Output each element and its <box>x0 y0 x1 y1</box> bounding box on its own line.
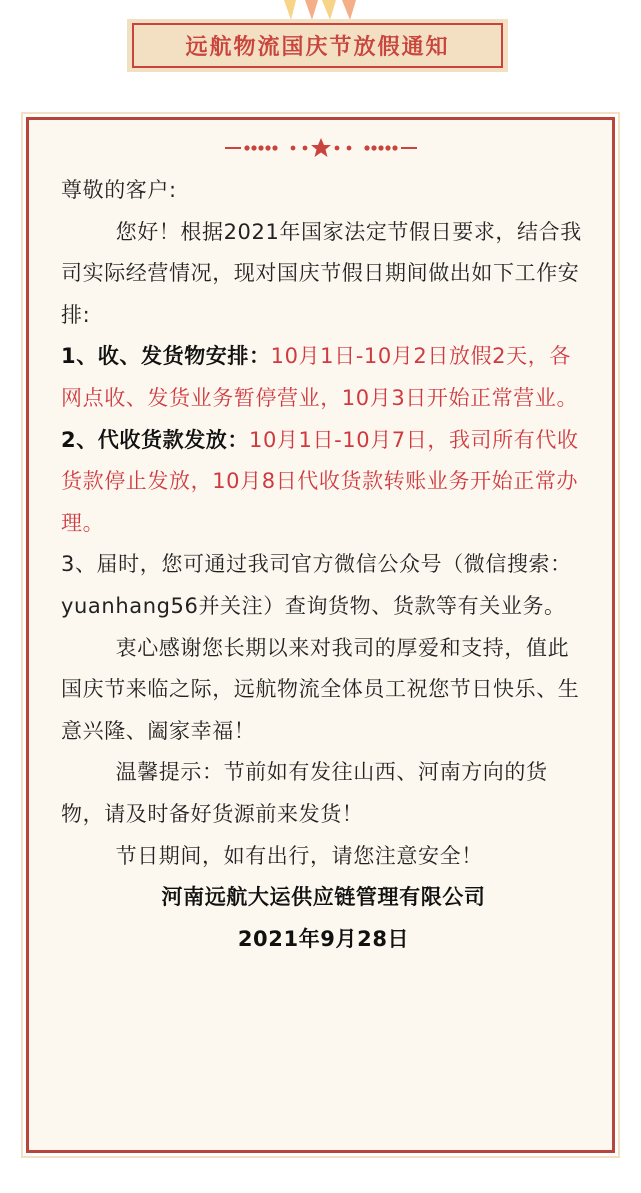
ornament-divider <box>29 133 612 163</box>
item-1 <box>61 336 586 419</box>
item-2-heading: 2、代收货款发放： <box>61 427 250 452</box>
notice-card <box>26 117 615 1153</box>
item-1-heading: 1、收、发货物安排： <box>61 344 271 369</box>
thanks-paragraph: 衷心感谢您长期以来对我司的厚爱和支持，值此国庆节来临之际，远航物流全体员工祝您节日快乐、生意兴隆、阖家幸福！ <box>61 635 580 743</box>
top-decoration <box>0 0 641 20</box>
greeting: 尊敬的客户: <box>61 178 177 202</box>
item-2 <box>61 420 586 545</box>
safety-paragraph: 节日期间，如有出行，请您注意安全！ <box>115 843 483 868</box>
notice-date: 2021年9月28日 <box>237 926 410 951</box>
company-name: 河南远航大运供应链管理有限公司 <box>161 885 486 910</box>
title-banner <box>127 19 508 72</box>
notice-body <box>61 170 586 960</box>
item-1-text: 10月1日-10月2日放假2天，各网点收、发货业务暂停营业，10月3日开始正常营业。 <box>61 344 579 410</box>
reminder-paragraph: 温馨提示：节前如有发往山西、河南方向的货物，请及时备好货源前来发货！ <box>61 760 548 826</box>
page-title: 远航物流国庆节放假通知 <box>132 23 503 68</box>
item-3: 3、届时，您可通过我司官方微信公众号（微信搜索：yuanhang56并关注）查询货物、货款等有关业务。 <box>61 552 572 618</box>
intro-paragraph: 您好！根据2021年国家法定节假日要求，结合我司实际经营情况，现对国庆节假日期间做出如下工作安排: <box>61 219 582 327</box>
star-ornament-icon <box>221 136 421 160</box>
item-2-text: 10月1日-10月7日，我司所有代收货款停止发放，10月8日代收货款转账业务开始正常办理。 <box>61 427 579 535</box>
